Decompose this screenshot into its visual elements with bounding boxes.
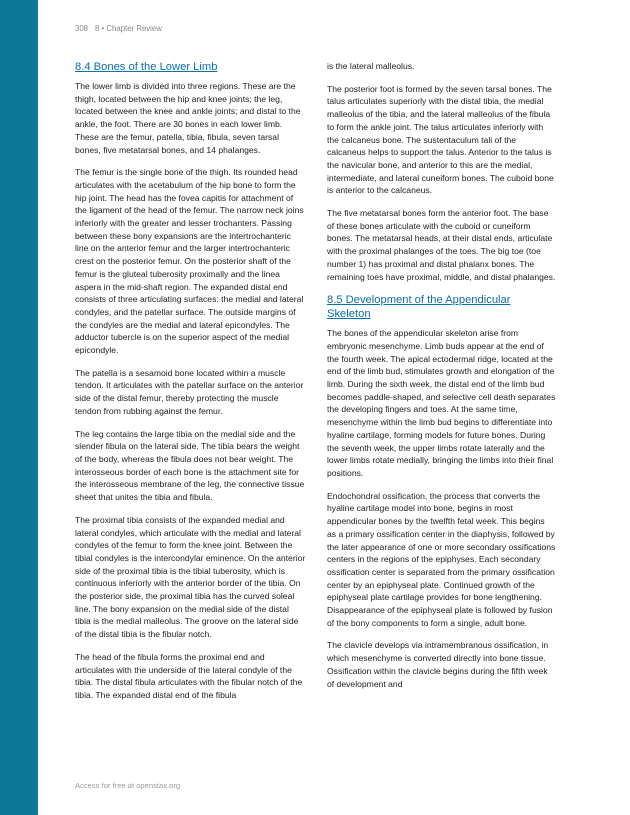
running-header xyxy=(75,24,162,33)
paragraph: The proximal tibia consists of the expanded medial and lateral condyles, which articulate with the medial and lateral condyles of the femur to form the knee joint. Between the tibial condyles is the intercondylar eminence. On the anterior side of the proximal tibia is the tibial tuberosity, which is continuous inferiorly with the anterior border of the tibia. On the posterior side, the proximal tibia has the curved soleal line. The bony expansion on the medial side of the distal tibia is the medial malleolus. The groove on the lateral side of the distal tibia is the fibular notch. xyxy=(75,514,306,640)
paragraph: Endochondral ossification, the process that converts the hyaline cartilage model into bone, begins in most appendicular bones by the twelfth fetal week. This begins as a primary ossification center in the diaphysis, followed by the later appearance of one or more secondary ossifications centers in the regions of the epiphyses. Each secondary ossification center is separated from the primary ossification center by an epiphyseal plate. Continued growth of the epiphyseal plate cartilage provides for bone lengthening. Disappearance of the epiphyseal plate is followed by fusion of the bony components to form a single, adult bone. xyxy=(327,490,556,628)
paragraph: The bones of the appendicular skeleton arise from embryonic mesenchyme. Limb buds appear at the end of the fourth week. The apical ectodermal ridge, located at the end of the limb bud, stimulates growth and elongation of the limb. During the sixth week, the distal end of the limb bud becomes paddle-shaped, and selective cell death separates the developing fingers and toes. At the same time, mesenchyme within the limb bud begins to differentiate into hyaline cartilage, forming models for future bones. During the seventh week, the upper limbs rotate laterally and the lower limbs rotate medially, bringing the limbs into their final positions. xyxy=(327,328,556,478)
paragraph: The leg contains the large tibia on the medial side and the slender fibula on the lateral side. The tibia bears the weight of the body, whereas the fibula does not bear weight. The interosseous border of each bone is the attachment site for the interosseous membrane of the leg, the connective tissue sheet that unites the tibia and fibula. xyxy=(75,428,305,503)
paragraph: The posterior foot is formed by the seven tarsal bones. The talus articulates superiorly with the distal tibia, the medial malleolus of the tibia, and the lateral malleolus of the fibula to form the ankle joint. The talus articulates inferiorly with the calcaneus bone. The sustentaculum tali of the calcaneus helps to support the talus. Anterior to the talus is the navicular bone, and anterior to this are the medial, intermediate, and lateral cuneiform bones. The cuboid bone is anterior to the calcaneus. xyxy=(327,83,554,196)
paragraph: The femur is the single bone of the thigh. Its rounded head articulates with the acetabulum of the hip bone to form the hip joint. The head has the fovea capitis for attachment of the ligament of the head of the femur. The narrow neck joins inferiorly with the greater and lesser trochanters. Passing between these bony expansions are the intertrochanteric line on the anterior femur and the larger intertrochanteric crest on the posterior femur. On the posterior shaft of the femur is the gluteal tuberosity proximally and the linea aspera in the mid-shaft region. The expanded distal end consists of three articulating surfaces: the medial and lateral condyles, and the patellar surface. The outside margins of the condyles are the medial and lateral epicondyles. The adductor tubercle is on the superior aspect of the medial epicondyle. xyxy=(75,167,304,356)
paragraph: The head of the fibula forms the proximal end and articulates with the underside of the lateral condyle of the tibia. The distal fibula articulates with the fibular notch of the tibia. The expanded distal end of the fibula xyxy=(75,651,303,700)
chapter-color-bar xyxy=(0,0,38,815)
page-footer: Access for free at openstax.org xyxy=(75,781,181,790)
right-column xyxy=(327,60,556,700)
paragraph: The lower limb is divided into three regions. These are the thigh, located between the hip and knee joints; the leg, located between the knee and ankle joints; and distal to the ankle, the foot. There are 30 bones in each lower limb. These are the femur, patella, tibia, fibula, seven tarsal bones, five metatarsal bones, and 14 phalanges. xyxy=(75,81,301,155)
section-heading-8-4[interactable]: 8.4 Bones of the Lower Limb xyxy=(75,61,218,73)
paragraph: The five metatarsal bones form the anterior foot. The base of these bones articulate with the cuboid or cuneiform bones. The metatarsal heads, at their distal ends, articulate with the proximal phalanges of the toes. The big toe (toe number 1) has proximal and distal phalanx bones. The remaining toes have proximal, middle, and distal phalanges. xyxy=(327,208,556,282)
paragraph: The patella is a sesamoid bone located within a muscle tendon. It articulates with the patellar surface on the anterior side of the distal femur, thereby protecting the muscle tendon from rubbing against the femur. xyxy=(75,367,304,416)
section-heading-8-5[interactable]: 8.5 Development of the Appendicular Skeleton xyxy=(327,294,511,321)
page-number: 308 xyxy=(75,24,89,33)
paragraph-continuation: is the lateral malleolus. xyxy=(327,61,415,71)
chapter-label: 8 • Chapter Review xyxy=(95,24,162,33)
left-column xyxy=(75,60,306,712)
paragraph: The clavicle develops via intramembranous ossification, in which mesenchyme is converted directly into bone tissue. Ossification within the clavicle begins during the fifth week of development and xyxy=(327,640,549,689)
